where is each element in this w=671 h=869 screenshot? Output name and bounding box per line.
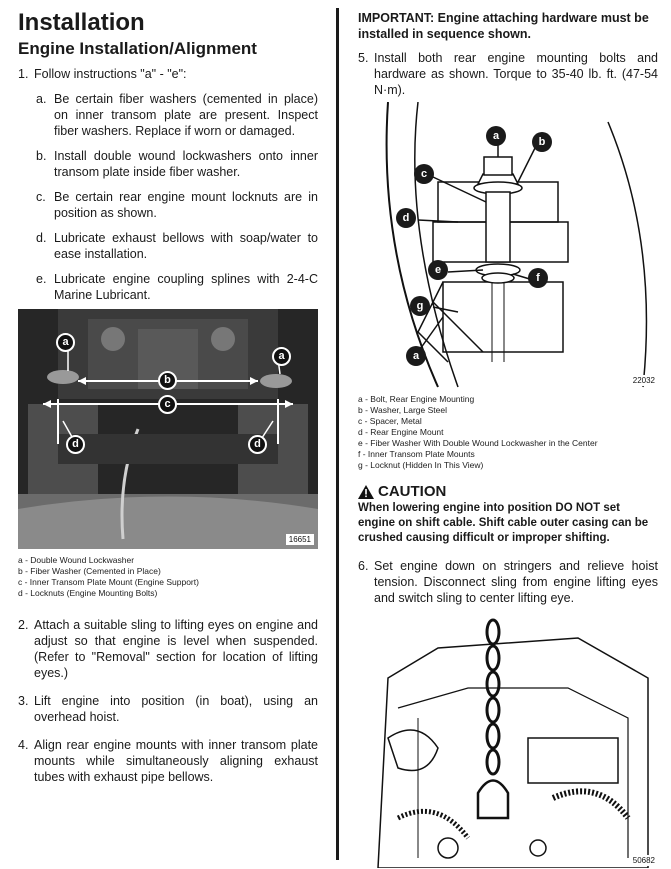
engine-mount-photo	[18, 309, 318, 549]
callout-d-right: d	[248, 435, 267, 454]
caution-heading	[358, 483, 658, 501]
callout-c: c	[414, 164, 434, 184]
callout-a: a	[486, 126, 506, 146]
figure1-legend	[18, 555, 318, 599]
substep-text: Be certain fiber washers (cemented in place) on inner transom plate are present. Inspect fiber washers. Replace if worn or damaged.	[54, 92, 318, 138]
callout-b: b	[532, 132, 552, 152]
step-text: Align rear engine mounts with inner transom plate mounts while simultaneously aligning exhaust tubes with exhaust pipe bellows.	[34, 738, 318, 784]
step-number: 5.	[358, 51, 369, 65]
callout-g: g	[410, 296, 430, 316]
figure-number: 50682	[630, 855, 658, 866]
step-text: Set engine down on stringers and relieve hoist tension. Disconnect sling from engine lifting eyes and switch sling to center lifting eye.	[374, 559, 658, 605]
step-3	[18, 693, 318, 725]
substep-e	[36, 271, 318, 303]
section-title: Engine Installation/Alignment	[18, 39, 257, 58]
important-note: IMPORTANT: Engine attaching hardware must be installed in sequence shown.	[358, 11, 649, 41]
substep-text: Lubricate engine coupling splines with 2-4-C Marine Lubricant.	[54, 272, 318, 302]
callout-d: d	[396, 208, 416, 228]
substep-text: Lubricate exhaust bellows with soap/water to ease installation.	[54, 231, 318, 261]
lifting-eye-illustration	[358, 618, 658, 868]
column-divider	[336, 8, 339, 860]
figure-number: 16651	[286, 534, 314, 545]
lifting-eye-diagram	[358, 618, 658, 868]
substep-text: Be certain rear engine mount locknuts are in position as shown.	[54, 190, 318, 220]
legend-item: e - Fiber Washer With Double Wound Lockwasher in the Center	[358, 438, 598, 448]
substep-b	[36, 148, 318, 180]
callout-a-left: a	[56, 333, 75, 352]
step-text: Follow instructions "a" - "e":	[34, 67, 187, 81]
step-number: 2.	[18, 618, 29, 632]
mounting-hardware-diagram	[358, 102, 658, 392]
step-text: Lift engine into position (in boat), using an overhead hoist.	[34, 694, 318, 724]
page-title: Installation	[18, 9, 145, 36]
legend-item: c - Spacer, Metal	[358, 416, 422, 426]
legend-item: c - Inner Transom Plate Mount (Engine Support)	[18, 577, 199, 587]
left-column	[18, 10, 318, 785]
step-number: 1.	[18, 67, 29, 81]
legend-item: b - Fiber Washer (Cemented in Place)	[18, 566, 161, 576]
caution-block	[358, 483, 658, 546]
right-column	[358, 10, 658, 868]
legend-item: b - Washer, Large Steel	[358, 405, 447, 415]
substep-c	[36, 189, 318, 221]
step-5	[358, 50, 658, 98]
callout-f: f	[528, 268, 548, 288]
mounting-hardware-illustration	[358, 102, 658, 392]
callout-a-right: a	[272, 347, 291, 366]
substep-letter: d.	[36, 231, 47, 245]
callout-b: b	[158, 371, 177, 390]
figure2-legend	[358, 394, 658, 471]
substep-letter: a.	[36, 92, 47, 106]
step-6	[358, 558, 658, 606]
step-number: 3.	[18, 694, 29, 708]
legend-item: d - Rear Engine Mount	[358, 427, 444, 437]
step-text: Install both rear engine mounting bolts and hardware as shown. Torque to 35-40 lb. ft. (47-54 N·m).	[374, 51, 658, 97]
callout-h: a	[406, 346, 426, 366]
step-number: 6.	[358, 559, 369, 573]
substep-letter: b.	[36, 149, 47, 163]
step-4	[18, 737, 318, 785]
substep-a	[36, 91, 318, 139]
callout-c: c	[158, 395, 177, 414]
substep-text: Install double wound lockwashers onto inner transom plate inside fiber washer.	[54, 149, 318, 179]
warning-triangle-icon	[358, 485, 374, 499]
caution-text: When lowering engine into position DO NOT set engine on shift cable. Shift cable outer casing can be crushed causing difficult or improper shifting.	[358, 502, 649, 544]
legend-item: a - Bolt, Rear Engine Mounting	[358, 394, 475, 404]
legend-item: d - Locknuts (Engine Mounting Bolts)	[18, 588, 158, 598]
legend-item: f - Inner Transom Plate Mounts	[358, 449, 475, 459]
substep-letter: e.	[36, 272, 47, 286]
step-1	[18, 66, 318, 82]
figure-number: 22032	[630, 375, 658, 386]
legend-item: g - Locknut (Hidden In This View)	[358, 460, 484, 470]
step-2	[18, 617, 318, 681]
step-number: 4.	[18, 738, 29, 752]
substep-d	[36, 230, 318, 262]
legend-item: a - Double Wound Lockwasher	[18, 555, 135, 565]
substep-letter: c.	[36, 190, 46, 204]
callout-d-left: d	[66, 435, 85, 454]
step-text: Attach a suitable sling to lifting eyes on engine and adjust so that engine is level when suspended. (Refer to "Removal" section for location of lifting eyes.)	[34, 618, 318, 680]
caution-label: CAUTION	[378, 483, 447, 500]
callout-e: e	[428, 260, 448, 280]
